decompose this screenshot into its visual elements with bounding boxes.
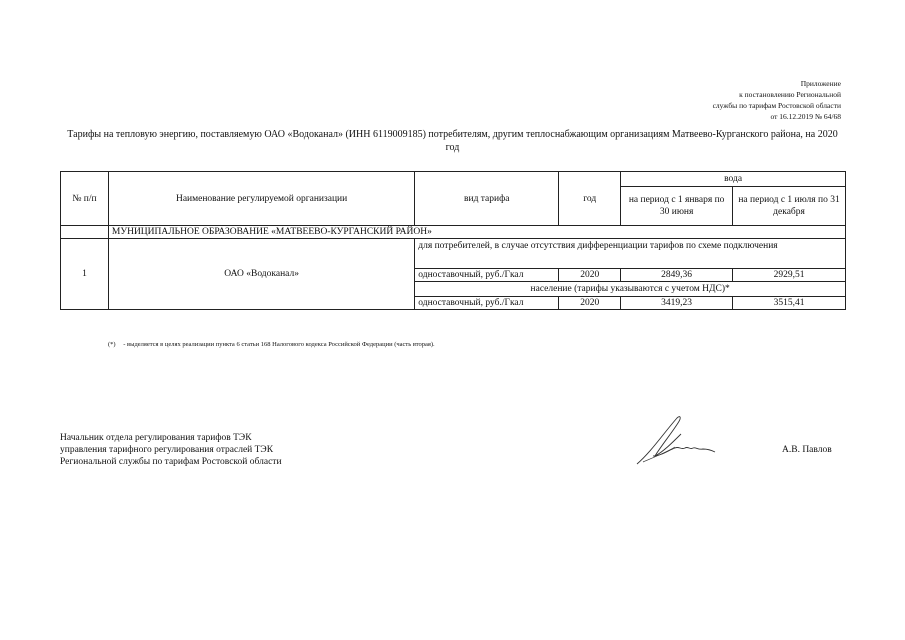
appendix-header: [713, 78, 841, 122]
signature-line-2: управления тарифного регулирования отраслей ТЭК: [60, 445, 274, 455]
tariff-type-cell: одноставочный, руб./Гкал: [415, 297, 559, 310]
header-period-2: на период с 1 июля по 31 декабря: [733, 187, 846, 226]
section-title: МУНИЦИПАЛЬНОЕ ОБРАЗОВАНИЕ «МАТВЕЕВО-КУРГАНСКИЙ РАЙОН»: [108, 226, 845, 239]
header-org: Наименование регулируемой организации: [108, 172, 414, 226]
row-organization: ОАО «Водоканал»: [108, 239, 414, 310]
table-row: [61, 239, 846, 269]
signature-line-1: Начальник отдела регулирования тарифов ТЭК: [60, 433, 252, 443]
signer-name: А.В. Павлов: [782, 445, 832, 455]
section-empty-cell: [61, 226, 109, 239]
signature-block: [60, 432, 282, 468]
period-1-value: 3419,23: [621, 297, 733, 310]
footnote-mark: (*): [108, 341, 116, 348]
period-2-value: 3515,41: [733, 297, 846, 310]
population-note: население (тарифы указываются с учетом НДС)*: [415, 282, 846, 297]
header-period-1: на период с 1 января по 30 июня: [621, 187, 733, 226]
document-title: Тарифы на тепловую энергию, поставляемую ОАО «Водоканал» (ИНН 6119009185) потребителям, другим теплоснабжающим организациям Матвеево-Курганского района, на 2020 год: [67, 129, 838, 153]
year-cell: 2020: [559, 297, 621, 310]
tariffs-table: [60, 171, 846, 310]
footnote-text: - выделяется в целях реализации пункта 6 статьи 168 Налогового кодекса Российской Федерации (часть вторая).: [123, 341, 435, 348]
tariff-type-cell: одноставочный, руб./Гкал: [415, 269, 559, 282]
row-condition: для потребителей, в случае отсутствия дифференциации тарифов по схеме подключения: [415, 239, 846, 269]
signature-line-3: Региональной службы по тарифам Ростовской области: [60, 457, 282, 467]
table-section-row: [61, 226, 846, 239]
appendix-line-2: к постановлению Региональной: [739, 90, 841, 99]
row-number: 1: [61, 239, 109, 310]
header-num: № п/п: [61, 172, 109, 226]
header-year: год: [559, 172, 621, 226]
appendix-line-3: службы по тарифам Ростовской области: [712, 101, 841, 110]
period-1-value: 2849,36: [621, 269, 733, 282]
year-cell: 2020: [559, 269, 621, 282]
appendix-line-1: Приложение: [800, 79, 841, 88]
header-tariff-type: вид тарифа: [415, 172, 559, 226]
footnote: [108, 340, 435, 349]
appendix-line-4: от 16.12.2019 № 64/68: [770, 112, 841, 121]
period-2-value: 2929,51: [733, 269, 846, 282]
table-header-row: [61, 172, 846, 187]
header-water: вода: [621, 172, 846, 187]
handwritten-signature: [633, 412, 723, 470]
